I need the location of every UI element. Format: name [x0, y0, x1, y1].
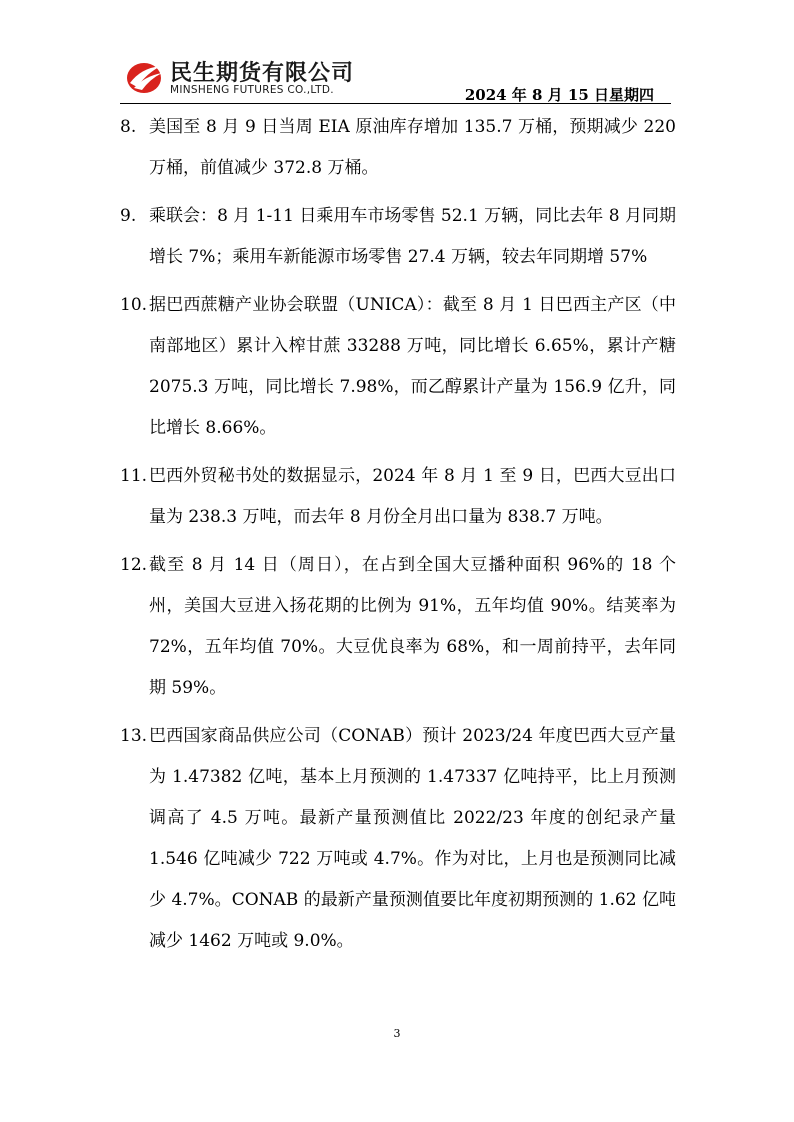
item-text: 截至 8 月 14 日（周日），在占到全国大豆播种面积 96%的 18 个州，美国大豆进入扬花期的比例为 91%，五年均值 90%。结荚率为 72%，五年均值 70%。大豆优良率为 68%，和一周前持平，去年同期 59%。: [149, 555, 676, 698]
report-date: 2024 年 8 月 15 日星期四: [464, 86, 654, 104]
item-text: 美国至 8 月 9 日当周 EIA 原油库存增加 135.7 万桶，预期减少 220 万桶，前值减少 372.8 万桶。: [149, 117, 676, 178]
company-name-en: MINSHENG FUTURES CO.,LTD.: [170, 84, 334, 96]
list-item: [120, 196, 676, 278]
list-item: [120, 107, 676, 189]
item-number: 9.: [120, 206, 137, 226]
item-number: 12.: [120, 555, 148, 575]
minsheng-logo-icon: [125, 56, 165, 96]
list-item: [120, 545, 676, 709]
news-list: [120, 107, 676, 969]
list-item: [120, 456, 676, 538]
header-divider: [120, 103, 671, 104]
list-item: [120, 285, 676, 449]
item-text: 乘联会：8 月 1-11 日乘用车市场零售 52.1 万辆，同比去年 8 月同期增长 7%；乘用车新能源市场零售 27.4 万辆，较去年同期增 57%: [149, 206, 676, 267]
company-name-cn: 民生期货有限公司: [170, 61, 355, 86]
item-number: 8.: [120, 117, 137, 137]
item-text: 据巴西蔗糖产业协会联盟（UNICA）：截至 8 月 1 日巴西主产区（中南部地区）累计入榨甘蔗 33288 万吨，同比增长 6.65%，累计产糖 2075.3 万吨，同比增长 7.98%，而乙醇累计产量为 156.9 亿升，同比增长 8.66%。: [149, 295, 676, 438]
item-text: 巴西外贸秘书处的数据显示，2024 年 8 月 1 至 9 日，巴西大豆出口量为 238.3 万吨，而去年 8 月份全月出口量为 838.7 万吨。: [149, 466, 676, 527]
item-number: 10.: [120, 295, 148, 315]
page-header: [120, 52, 680, 104]
item-number: 13.: [120, 726, 148, 746]
item-text: 巴西国家商品供应公司（CONAB）预计 2023/24 年度巴西大豆产量为 1.47382 亿吨，基本上月预测的 1.47337 亿吨持平，比上月预测调高了 4.5 万吨。最新产量预测值比 2022/23 年度的创纪录产量 1.546 亿吨减少 722 万吨或 4.7%。作为对比，上月也是预测同比减少 4.7%。CONAB 的最新产量预测值要比年度初期预测的 1.62 亿吨减少 1462 万吨或 9.0%。: [149, 726, 676, 951]
page-number: 3: [393, 1027, 401, 1040]
list-item: [120, 716, 676, 962]
item-number: 11.: [120, 466, 148, 486]
